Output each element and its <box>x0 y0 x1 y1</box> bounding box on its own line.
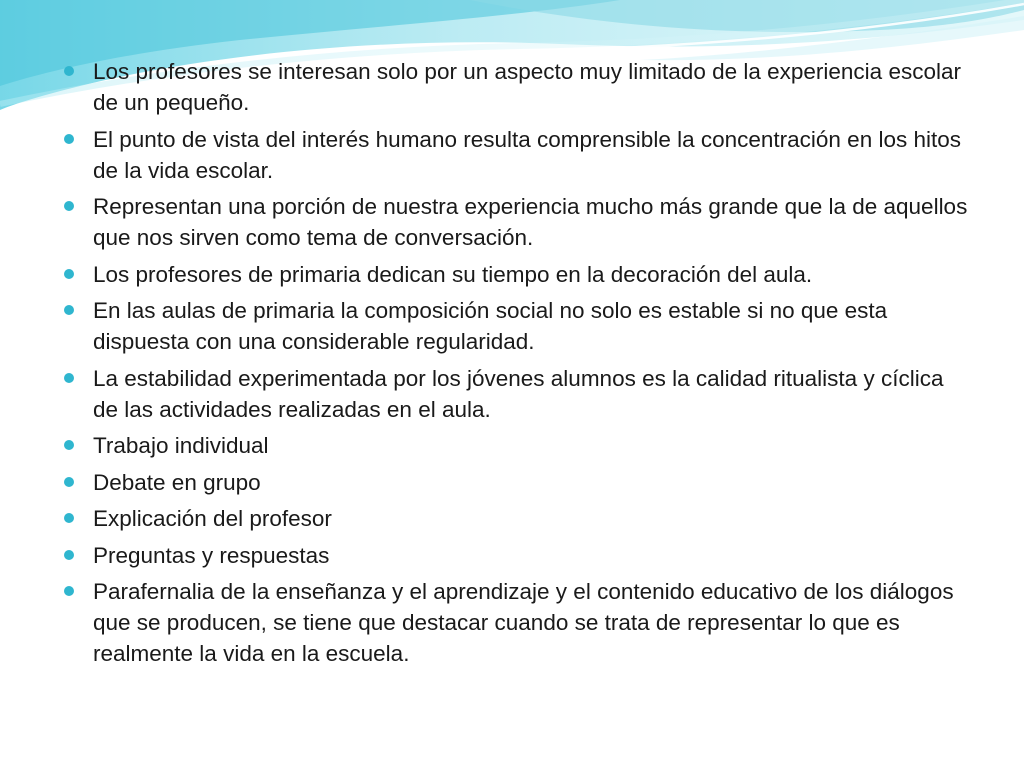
bullet-icon <box>64 513 74 523</box>
bullet-text: Debate en grupo <box>93 469 261 495</box>
bullet-icon <box>64 305 74 315</box>
bullet-icon <box>64 201 74 211</box>
bullet-item <box>62 430 972 461</box>
bullet-item <box>62 191 972 253</box>
bullet-item <box>62 363 972 425</box>
bullet-text: Los profesores se interesan solo por un aspecto muy limitado de la experiencia escolar de un pequeño. <box>93 59 961 115</box>
bullet-text: El punto de vista del interés humano resulta comprensible la concentración en los hitos de la vida escolar. <box>93 126 961 183</box>
bullet-text: En las aulas de primaria la composición social no solo es estable si no que esta dispuesta con una considerable regularidad. <box>93 298 888 354</box>
bullet-item <box>62 576 972 669</box>
bullet-item <box>62 467 972 498</box>
bullet-text: Explicación del profesor <box>93 506 332 531</box>
bullet-text: Parafernalia de la enseñanza y el aprendizaje y el contenido educativo de los diálogos que se producen, se tiene que destacar cuando se trata de representar lo que es realmente la vida en la escuela. <box>93 579 954 666</box>
bullet-text: Los profesores de primaria dedican su tiempo en la decoración del aula. <box>93 261 813 287</box>
bullet-text: Representan una porción de nuestra experiencia mucho más grande que la de aquellos que nos sirven como tema de conversación. <box>93 194 968 250</box>
slide-content <box>62 56 972 675</box>
bullet-text: Preguntas y respuestas <box>93 542 330 568</box>
bullet-icon <box>64 477 74 487</box>
bullet-list <box>62 56 972 669</box>
bullet-item <box>62 56 972 118</box>
bullet-item <box>62 295 972 357</box>
bullet-icon <box>64 586 74 596</box>
bullet-text: Trabajo individual <box>93 433 269 458</box>
bullet-item <box>62 503 972 534</box>
bullet-icon <box>64 66 74 76</box>
bullet-item <box>62 259 972 290</box>
bullet-icon <box>64 373 74 383</box>
bullet-item <box>62 540 972 571</box>
bullet-icon <box>64 134 74 144</box>
bullet-icon <box>64 550 74 560</box>
bullet-item <box>62 124 972 186</box>
bullet-text: La estabilidad experimentada por los jóvenes alumnos es la calidad ritualista y cíclica de las actividades realizadas en el aula. <box>93 365 944 422</box>
bullet-icon <box>64 440 74 450</box>
bullet-icon <box>64 269 74 279</box>
